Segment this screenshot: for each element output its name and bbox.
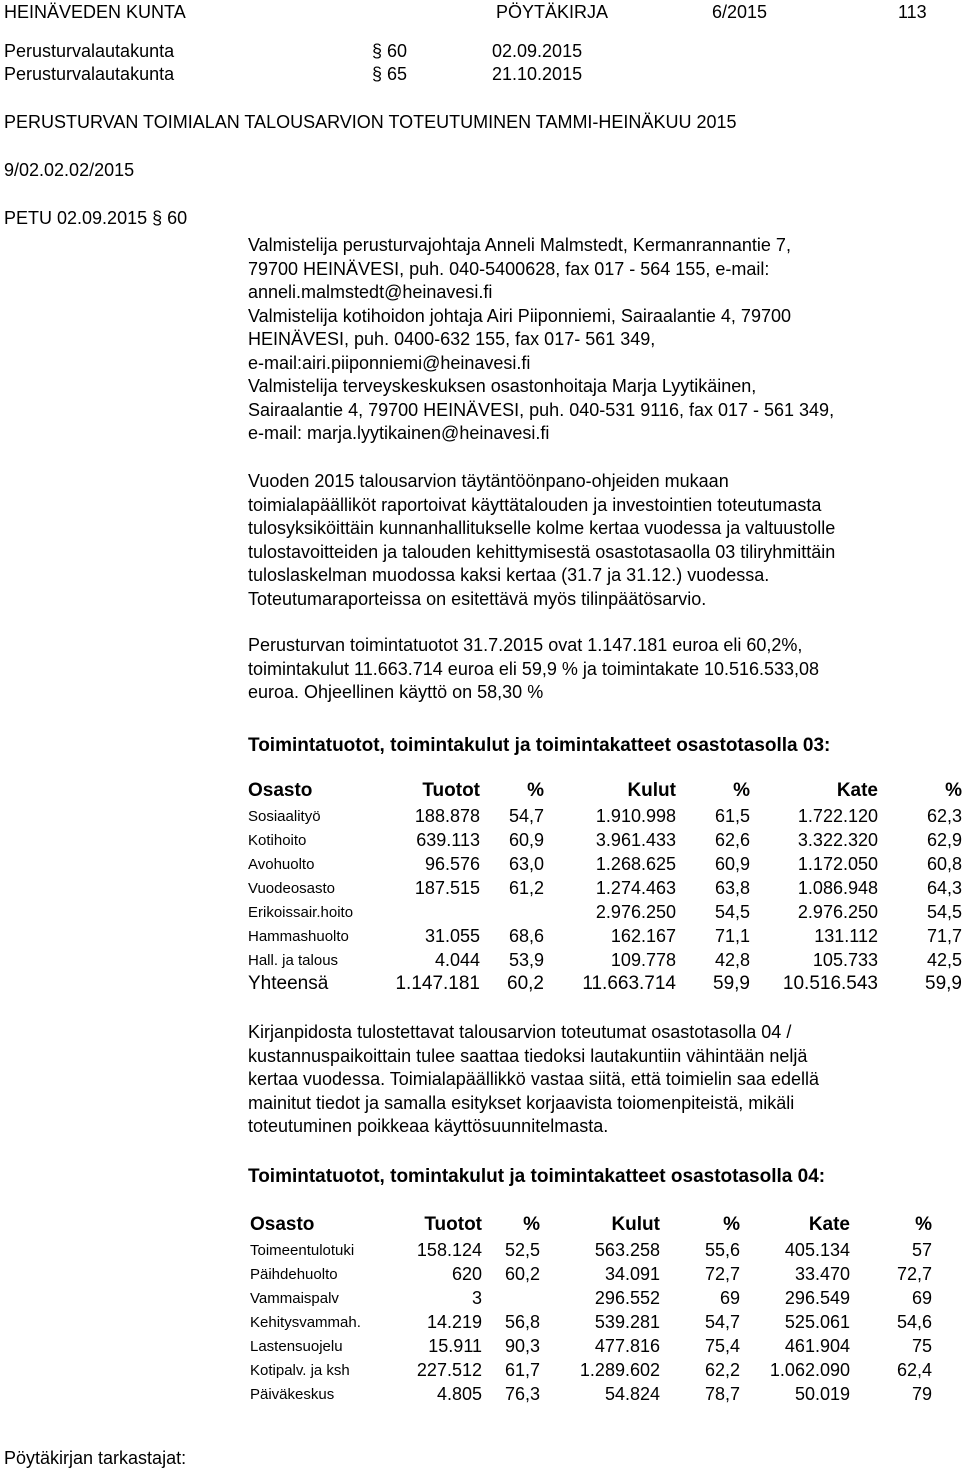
cell: 1.722.120: [797, 805, 878, 826]
cell: 11.663.714: [582, 973, 676, 994]
municipality-name: HEINÄVEDEN KUNTA: [4, 2, 186, 22]
contact-line: Valmistelija perusturvajohtaja Anneli Malmstedt, Kermanrannantie 7,: [248, 235, 791, 255]
cell: 90,3: [504, 1335, 540, 1356]
text-line: toimialapäälliköt raportoivat käyttätalouden ja investointien toteutumasta: [248, 494, 822, 515]
cell: 14.219: [426, 1311, 482, 1332]
table03: [248, 778, 962, 996]
column-header: Kulut: [611, 1214, 660, 1235]
text-line: kertaa vuodessa. Toimialapäällikkö vastaa siitä, että toimielin saa edellä: [248, 1069, 819, 1089]
cell: 54,5: [714, 901, 750, 922]
cell: 75: [911, 1335, 932, 1356]
column-header: Osasto: [250, 1214, 315, 1235]
cell: 59,9: [925, 973, 962, 994]
cell: 78,7: [704, 1383, 740, 1404]
cell: 2.976.250: [797, 901, 878, 922]
column-header: %: [723, 1214, 740, 1235]
instructions-paragraph: [248, 470, 948, 611]
row-label: Vammaispalv: [250, 1289, 339, 1307]
column-header: %: [915, 1214, 932, 1235]
cell: [482, 1286, 540, 1310]
column-header: Kate: [836, 780, 878, 801]
cell: 227.512: [416, 1359, 482, 1380]
cell: 52,5: [504, 1239, 540, 1260]
cell: 71,1: [714, 925, 750, 946]
cell: 461.904: [784, 1335, 850, 1356]
row-label: Yhteensä: [248, 973, 329, 994]
cell: 61,2: [508, 877, 544, 898]
text-line: kustannuspaikoittain tulee saattaa tiedoksi lautakuntiin vähintään neljä: [248, 1045, 808, 1066]
text-line: tuloslaskelman muodossa kaksi kertaa (31.7 ja 31.12.) vuodessa.: [248, 565, 770, 585]
cell: 59,9: [713, 973, 750, 994]
cell: 72,7: [704, 1263, 740, 1284]
cell: 61,7: [504, 1359, 540, 1380]
summary-paragraph: [248, 634, 948, 705]
cell: 62,4: [896, 1359, 932, 1380]
cell: 60,2: [504, 1263, 540, 1284]
row-label: Kehitysvammah.: [250, 1313, 361, 1331]
cell: 2.976.250: [595, 901, 676, 922]
cell: 69: [911, 1287, 932, 1308]
cell: 54,7: [508, 805, 544, 826]
table-header-row: [248, 778, 962, 804]
cell: 33.470: [794, 1263, 850, 1284]
cell: 60,8: [926, 853, 962, 874]
cell: 72,7: [896, 1263, 932, 1284]
cell: 477.816: [594, 1335, 660, 1356]
text-line: tulostavoitteiden ja talouden kehittymisestä osastotasaolla 03 tiliryhmittäin: [248, 541, 836, 562]
contact-line: 79700 HEINÄVESI, puh. 040-5400628, fax 017 - 564 155, e-mail:: [248, 258, 770, 279]
text-line: toimintakulut 11.663.714 euroa eli 59,9 % ja toimintakate 10.516.533,08: [248, 658, 820, 679]
meeting-body: Perusturvalautakunta: [4, 41, 175, 61]
cell: 4.805: [436, 1383, 482, 1404]
cell: 3: [471, 1287, 482, 1308]
row-label: Kotihoito: [248, 831, 307, 849]
table-row: [248, 876, 962, 900]
cell: 69: [719, 1287, 740, 1308]
cell: 10.516.543: [782, 973, 878, 994]
cell: 60,9: [714, 853, 750, 874]
cell: 62,3: [926, 805, 962, 826]
cell: 61,5: [714, 805, 750, 826]
text-line: Kirjanpidosta tulostettavat talousarvion toteutumat osastotasolla 04 /: [248, 1022, 792, 1042]
cell: 639.113: [416, 829, 480, 850]
column-header: %: [733, 780, 750, 801]
cell: 68,6: [508, 925, 544, 946]
cell: 3.322.320: [797, 829, 878, 850]
petu-reference: PETU 02.09.2015 § 60: [4, 208, 188, 228]
cell: 57: [911, 1239, 932, 1260]
cell: 109.778: [610, 949, 676, 970]
cell: 54,6: [896, 1311, 932, 1332]
row-label: Lastensuojelu: [250, 1337, 343, 1355]
cell: 76,3: [504, 1383, 540, 1404]
contact-line: Sairaalantie 4, 79700 HEINÄVESI, puh. 040-531 9116, fax 017 - 561 349,: [248, 399, 835, 420]
cell: [368, 900, 480, 924]
cell: 31.055: [424, 925, 480, 946]
column-header: Kulut: [627, 780, 676, 801]
table-row: [250, 1382, 932, 1406]
table-row: [248, 828, 962, 852]
preparers-block: [248, 234, 948, 446]
cell: 15.911: [428, 1335, 482, 1356]
text-line: tulosyksiköittäin kunnanhallitukselle kolme kertaa vuodessa ja valtuustolle: [248, 518, 836, 538]
text-line: Vuoden 2015 talousarvion täytäntöönpano-ohjeiden mukaan: [248, 471, 729, 491]
table-row: [250, 1262, 932, 1286]
row-label: Toimeentulotuki: [250, 1241, 355, 1259]
row-label: Sosiaalityö: [248, 807, 321, 825]
cell: 64,3: [926, 877, 962, 898]
cell: 1.289.602: [579, 1359, 660, 1380]
cell: 75,4: [704, 1335, 740, 1356]
cell: 56,8: [504, 1311, 540, 1332]
cell: 620: [451, 1263, 482, 1284]
column-header: %: [523, 1214, 540, 1235]
column-header: %: [945, 780, 962, 801]
cell: 187.515: [414, 877, 480, 898]
table-row: [248, 852, 962, 876]
cell: 3.961.433: [595, 829, 676, 850]
contact-line: e-mail:airi.piiponniemi@heinavesi.fi: [248, 352, 531, 373]
table03-heading: Toimintatuotot, toimintakulut ja toimintakatteet osastotasolla 03:: [248, 735, 831, 756]
cell: 71,7: [926, 925, 962, 946]
table-row: [248, 948, 962, 972]
table-row: [250, 1358, 932, 1382]
cell: 405.134: [784, 1239, 850, 1260]
cell: 54,5: [926, 901, 962, 922]
meeting-date: 21.10.2015: [492, 64, 583, 84]
cell: 54.824: [604, 1383, 660, 1404]
cell: 105.733: [812, 949, 878, 970]
cell: 525.061: [784, 1311, 850, 1332]
row-label: Päihdehuolto: [250, 1265, 338, 1283]
document-type: PÖYTÄKIRJA: [496, 2, 609, 22]
cell: 60,2: [507, 973, 544, 994]
cell: 62,2: [704, 1359, 740, 1380]
table-row: [248, 924, 962, 948]
reporting-paragraph: [248, 1021, 948, 1139]
cell: 34.091: [604, 1263, 660, 1284]
cell: 79: [911, 1383, 932, 1404]
cell: 1.062.090: [769, 1359, 850, 1380]
column-header: %: [527, 780, 544, 801]
cell: 60,9: [508, 829, 544, 850]
cell: 1.147.181: [395, 973, 480, 994]
column-header: Osasto: [248, 780, 313, 801]
meeting-section: § 60: [372, 41, 408, 61]
cell: 53,9: [508, 949, 544, 970]
table-row: [248, 900, 962, 924]
footer-reviewers: Pöytäkirjan tarkastajat:: [4, 1448, 187, 1468]
document-number: 6/2015: [712, 2, 768, 22]
cell: 188.878: [414, 805, 480, 826]
cell: 1.086.948: [797, 877, 878, 898]
cell: 63,8: [714, 877, 750, 898]
text-line: mainitut tiedot ja samalla esitykset korjaavista toiomenpiteistä, mikäli: [248, 1092, 795, 1113]
cell: 54,7: [704, 1311, 740, 1332]
row-label: Avohuolto: [248, 855, 315, 873]
cell: 1.172.050: [797, 853, 878, 874]
text-line: euroa. Ohjeellinen käyttö on 58,30 %: [248, 682, 544, 702]
contact-line: e-mail: marja.lyytikainen@heinavesi.fi: [248, 423, 550, 443]
table-row: [250, 1286, 932, 1310]
cell: 296.552: [594, 1287, 660, 1308]
cell: 50.019: [794, 1383, 850, 1404]
table-total-row: [248, 972, 962, 996]
row-label: Erikoissair.hoito: [248, 903, 354, 921]
table-row: [250, 1334, 932, 1358]
cell: 1.268.625: [595, 853, 676, 874]
contact-line: Valmistelija kotihoidon johtaja Airi Piiponniemi, Sairaalantie 4, 79700: [248, 305, 791, 326]
page-number: 113: [898, 2, 927, 22]
cell: 1.910.998: [595, 805, 676, 826]
page-title: PERUSTURVAN TOIMIALAN TALOUSARVION TOTEUTUMINEN TAMMI-HEINÄKUU 2015: [4, 112, 737, 132]
text-line: Toteutumaraporteissa on esitettävä myös tilinpäätösarvio.: [248, 588, 707, 609]
meeting-date: 02.09.2015: [492, 41, 583, 61]
cell: 42,5: [926, 949, 962, 970]
table04: [250, 1212, 932, 1406]
cell: 1.274.463: [595, 877, 676, 898]
column-header: Kate: [808, 1214, 850, 1235]
contact-line: HEINÄVESI, puh. 0400-632 155, fax 017- 561 349,: [248, 329, 656, 349]
table-row: [248, 804, 962, 828]
table04-heading: Toimintatuotot, tomintakulut ja toimintakatteet osastotasolla 04:: [248, 1166, 826, 1187]
cell: 539.281: [594, 1311, 660, 1332]
cell: 96.576: [424, 853, 480, 874]
row-label: Päiväkeskus: [250, 1385, 335, 1403]
cell: 42,8: [714, 949, 750, 970]
cell: 162.167: [610, 925, 676, 946]
row-label: Kotipalv. ja ksh: [250, 1361, 350, 1379]
meeting-section: § 65: [372, 64, 408, 84]
cell: 563.258: [594, 1239, 660, 1260]
column-header: Tuotot: [424, 1214, 482, 1235]
cell: 296.549: [784, 1287, 850, 1308]
text-line: toteutuminen poikkeaa käyttösuunnitelmasta.: [248, 1116, 609, 1136]
contact-line: Valmistelija terveyskeskuksen osastonhoitaja Marja Lyytikäinen,: [248, 376, 757, 396]
text-line: Perusturvan toimintatuotot 31.7.2015 ovat 1.147.181 euroa eli 60,2%,: [248, 635, 803, 655]
row-label: Hammashuolto: [248, 927, 349, 945]
cell: [480, 900, 544, 924]
contact-line: anneli.malmstedt@heinavesi.fi: [248, 282, 493, 302]
table-row: [250, 1310, 932, 1334]
meeting-body: Perusturvalautakunta: [4, 64, 175, 84]
cell: 62,9: [926, 829, 962, 850]
cell: 62,6: [714, 829, 750, 850]
table-header-row: [250, 1212, 932, 1238]
cell: 63,0: [508, 853, 544, 874]
column-header: Tuotot: [422, 780, 480, 801]
row-label: Hall. ja talous: [248, 951, 339, 969]
cell: 131.112: [814, 925, 878, 946]
table-row: [250, 1238, 932, 1262]
row-label: Vuodeosasto: [248, 879, 336, 897]
cell: 4.044: [434, 949, 480, 970]
record-number: 9/02.02.02/2015: [4, 160, 135, 180]
cell: 158.124: [416, 1239, 482, 1260]
cell: 55,6: [704, 1239, 740, 1260]
